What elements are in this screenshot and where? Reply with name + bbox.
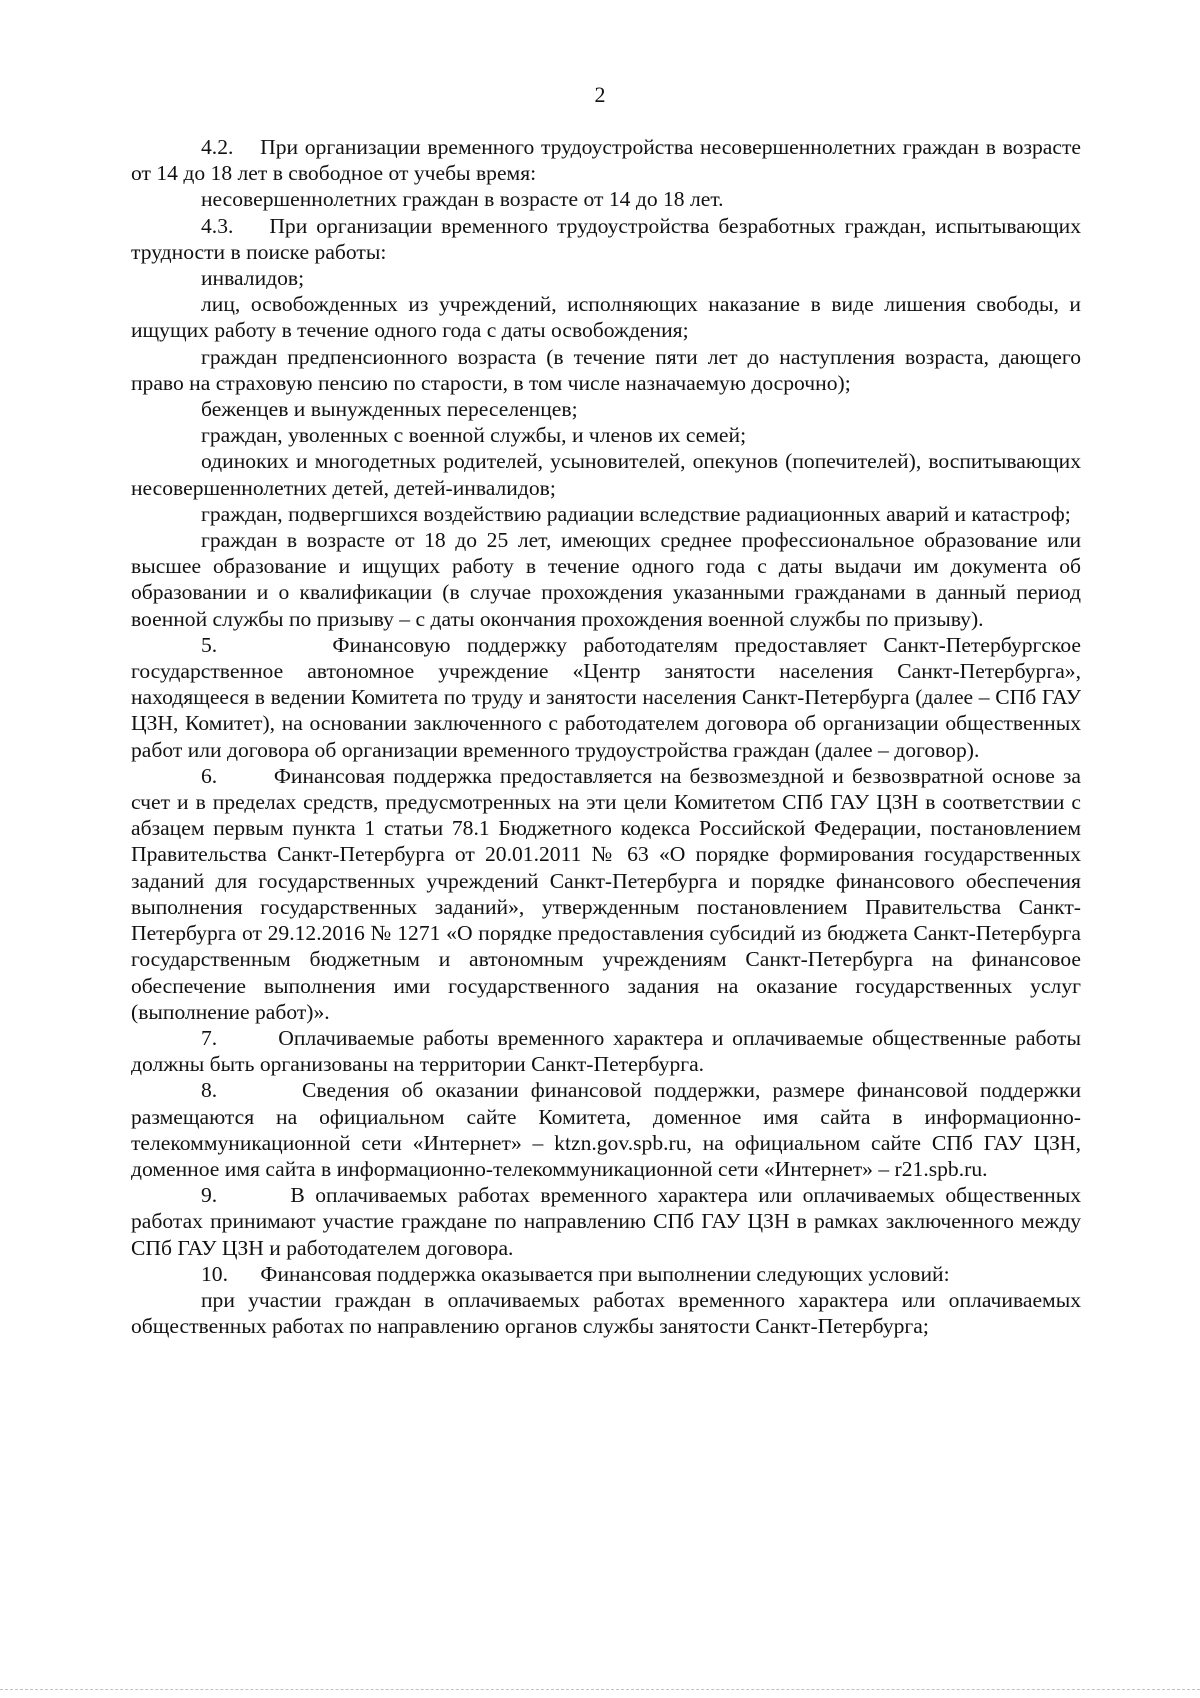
paragraph-7: 7. Оплачиваемые работы временного характера и оплачиваемые общественные работы должны быть организованы на территории Санкт-Петербурга.: [131, 1025, 1081, 1077]
page-number: 2: [594, 82, 606, 107]
paragraph-5: 5. Финансовую поддержку работодателям предоставляет Санкт-Петербургское государственное автономное учреждение «Центр занятости населения Санкт-Петербурга», находящееся в ведении Комитета по труду и занятости населения Санкт-Петербурга (далее – СПб ГАУ ЦЗН, Комитет), на основании заключенного с работодателем договора об организации общественных работ или договора об организации временного трудоустройства граждан (далее – договор).: [131, 632, 1081, 762]
paragraph-4-3-item-refugees: беженцев и вынужденных переселенцев;: [201, 397, 578, 422]
paragraph-8: 8. Сведения об оказании финансовой поддержки, размере финансовой поддержки размещаются на официальном сайте Комитета, доменное имя сайта в информационно-телекоммуникационной сети «Интернет» – ktzn.gov.spb.ru, на официальном сайте СПб ГАУ ЦЗН, доменное имя сайта в информационно-телекоммуникационной сети «Интернет» – r21.spb.ru.: [131, 1078, 1081, 1181]
paragraph-4-2: 4.2. При организации временного трудоустройства несовершеннолетних граждан в возрасте от 14 до 18 лет в свободное от учебы время:: [131, 135, 1081, 186]
scan-edge-line: [0, 1689, 1200, 1690]
document-body: [131, 134, 1081, 1339]
paragraph-4-3-item-military: граждан, уволенных с военной службы, и членов их семей;: [201, 423, 747, 448]
paragraph-4-3-item-disabled: инвалидов;: [201, 266, 305, 291]
paragraph-10: 10. Финансовая поддержка оказывается при выполнении следующих условий:: [201, 1261, 950, 1286]
paragraph-4-3-item-graduates: граждан в возрасте от 18 до 25 лет, имеющих среднее профессиональное образование или высшее образование и ищущих работу в течение одного года с даты выдачи им документа об образовании и о квалификации (в случае прохождения указанными гражданами в данный период военной службы по призыву – с даты окончания прохождения военной службы по призыву).: [131, 528, 1081, 631]
paragraph-10-condition: при участии граждан в оплачиваемых работах временного характера или оплачиваемых общественных работах по направлению органов службы занятости Санкт-Петербурга;: [131, 1287, 1081, 1339]
paragraph-4-2-item: несовершеннолетних граждан в возрасте от 14 до 18 лет.: [201, 187, 724, 212]
paragraph-4-3: 4.3. При организации временного трудоустройства безработных граждан, испытывающих трудности в поиске работы:: [131, 213, 1081, 264]
paragraph-6: 6. Финансовая поддержка предоставляется на безвозмездной и безвозвратной основе за счет и в пределах средств, предусмотренных на эти цели Комитетом СПб ГАУ ЦЗН в соответствии с абзацем первым пункта 1 статьи 78.1 Бюджетного кодекса Российской Федерации, постановлением Правительства Санкт-Петербурга от 20.01.2011 № 63 «О порядке формирования государственных заданий для государственных учреждений Санкт-Петербурга и порядке финансового обеспечения выполнения государственных заданий», утвержденным постановлением Правительства Санкт-Петербурга от 29.12.2016 № 1271 «О порядке предоставления субсидий из бюджета Санкт-Петербурга государственным бюджетным и автономным учреждениям Санкт-Петербурга на финансовое обеспечение выполнения ими государственного задания на оказание государственных услуг (выполнение работ)».: [131, 763, 1081, 1024]
paragraph-4-3-item-radiation: граждан, подвергшихся воздействию радиации вследствие радиационных аварий и катастроф;: [201, 501, 1071, 526]
paragraph-4-3-item-prepension: граждан предпенсионного возраста (в течение пяти лет до наступления возраста, дающего право на страховую пенсию по старости, в том числе назначаемую досрочно);: [131, 344, 1081, 395]
paragraph-4-3-item-parents: одиноких и многодетных родителей, усыновителей, опекунов (попечителей), воспитывающих несовершеннолетних детей, детей-инвалидов;: [131, 449, 1081, 500]
paragraph-4-3-item-released: лиц, освобожденных из учреждений, исполняющих наказание в виде лишения свободы, и ищущих работу в течение одного года с даты освобождения;: [131, 292, 1081, 343]
paragraph-9: 9. В оплачиваемых работах временного характера или оплачиваемых общественных работах принимают участие граждане по направлению СПб ГАУ ЦЗН в рамках заключенного между СПб ГАУ ЦЗН и работодателем договора.: [131, 1183, 1081, 1260]
